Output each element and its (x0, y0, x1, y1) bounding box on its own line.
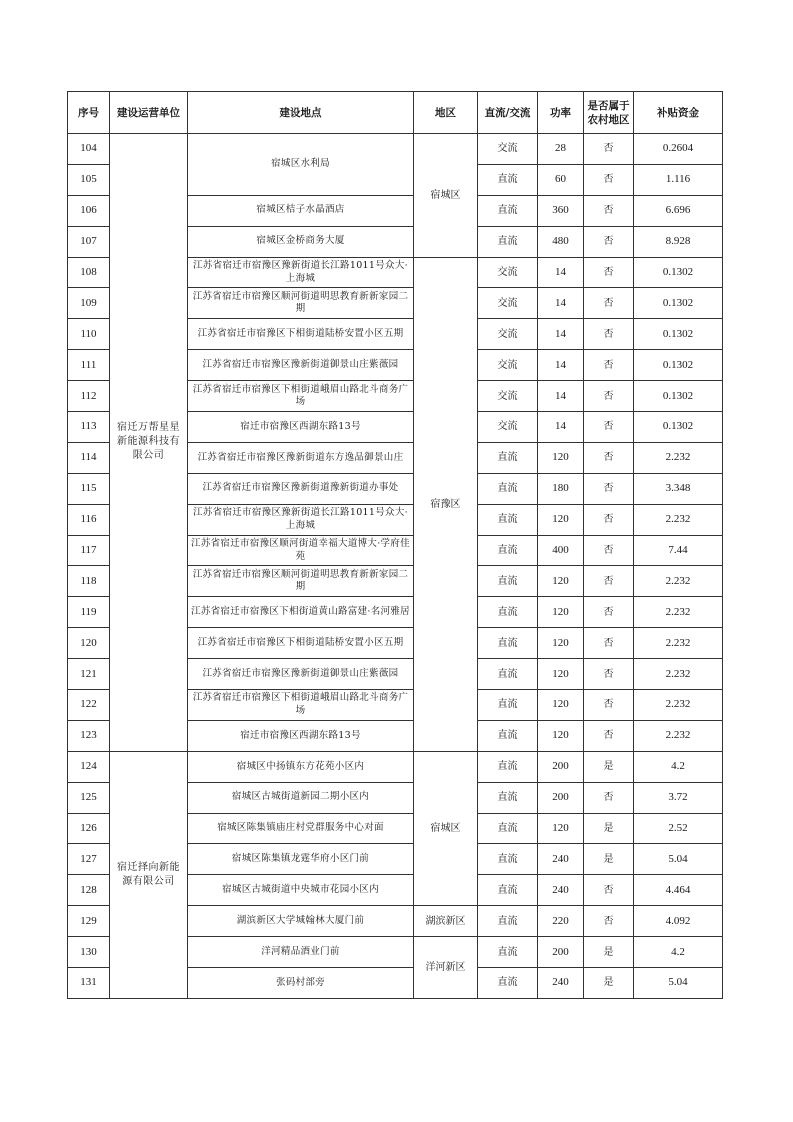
seq-cell: 114 (68, 442, 110, 473)
location-cell: 张码村部旁 (188, 968, 414, 999)
district-cell: 宿城区 (414, 751, 478, 905)
subsidy-cell: 5.04 (634, 844, 723, 875)
power-cell: 14 (538, 319, 584, 350)
subsidy-cell: 4.464 (634, 875, 723, 906)
header-rural (584, 92, 634, 134)
district-cell: 湖滨新区 (414, 906, 478, 937)
power-cell: 14 (538, 381, 584, 412)
subsidy-cell: 2.232 (634, 659, 723, 690)
table-body (68, 134, 723, 999)
subsidy-cell: 6.696 (634, 195, 723, 226)
operator-line: 源有限公司 (122, 875, 175, 887)
power-cell: 360 (538, 195, 584, 226)
type-cell: 直流 (478, 164, 538, 195)
rural-cell: 否 (584, 906, 634, 937)
power-cell: 120 (538, 628, 584, 659)
header-seq: 序号 (68, 92, 110, 134)
rural-cell: 否 (584, 597, 634, 628)
seq-cell: 112 (68, 381, 110, 412)
rural-cell: 否 (584, 319, 634, 350)
rural-cell: 是 (584, 844, 634, 875)
operator-line: 宿迁择向新能 (117, 861, 180, 873)
location-cell: 江苏省宿迁市宿豫区豫新街道长江路1011号众大·上海城 (188, 257, 414, 288)
seq-cell: 123 (68, 720, 110, 751)
subsidy-cell: 2.52 (634, 813, 723, 844)
seq-cell: 107 (68, 226, 110, 257)
location-cell: 宿城区陈集镇龙霆华府小区门前 (188, 844, 414, 875)
power-cell: 14 (538, 350, 584, 381)
subsidy-cell: 1.116 (634, 164, 723, 195)
rural-cell: 否 (584, 504, 634, 535)
seq-cell: 129 (68, 906, 110, 937)
type-cell: 直流 (478, 473, 538, 504)
rural-cell: 否 (584, 782, 634, 813)
district-cell: 宿豫区 (414, 257, 478, 751)
subsidy-cell: 0.1302 (634, 381, 723, 412)
type-cell: 直流 (478, 442, 538, 473)
subsidy-cell: 7.44 (634, 535, 723, 566)
power-cell: 120 (538, 566, 584, 597)
seq-cell: 128 (68, 875, 110, 906)
seq-cell: 113 (68, 412, 110, 443)
header-rural-line1: 是否属于 (587, 99, 630, 112)
power-cell: 120 (538, 690, 584, 721)
location-cell: 宿城区中扬镇东方花苑小区内 (188, 751, 414, 782)
location-cell: 洋河精品酒业门前 (188, 937, 414, 968)
location-cell: 湖滨新区大学城翰林大厦门前 (188, 906, 414, 937)
power-cell: 14 (538, 288, 584, 319)
type-cell: 直流 (478, 628, 538, 659)
seq-cell: 104 (68, 134, 110, 165)
seq-cell: 122 (68, 690, 110, 721)
header-rural-line2: 农村地区 (587, 113, 630, 126)
power-cell: 120 (538, 659, 584, 690)
subsidy-cell: 2.232 (634, 690, 723, 721)
header-operator: 建设运营单位 (110, 92, 188, 134)
type-cell: 直流 (478, 813, 538, 844)
location-cell: 江苏省宿迁市宿豫区顺河街道明思教育新新家园二期 (188, 288, 414, 319)
power-cell: 480 (538, 226, 584, 257)
table-row (68, 751, 723, 782)
subsidy-table-container (67, 91, 723, 999)
seq-cell: 119 (68, 597, 110, 628)
seq-cell: 130 (68, 937, 110, 968)
header-district: 地区 (414, 92, 478, 134)
type-cell: 直流 (478, 597, 538, 628)
seq-cell: 127 (68, 844, 110, 875)
type-cell: 直流 (478, 751, 538, 782)
power-cell: 180 (538, 473, 584, 504)
subsidy-cell: 2.232 (634, 628, 723, 659)
type-cell: 直流 (478, 720, 538, 751)
type-cell: 交流 (478, 134, 538, 165)
table-row (68, 134, 723, 165)
seq-cell: 105 (68, 164, 110, 195)
seq-cell: 115 (68, 473, 110, 504)
rural-cell: 是 (584, 937, 634, 968)
seq-cell: 124 (68, 751, 110, 782)
rural-cell: 否 (584, 350, 634, 381)
power-cell: 14 (538, 257, 584, 288)
rural-cell: 否 (584, 720, 634, 751)
subsidy-cell: 2.232 (634, 720, 723, 751)
rural-cell: 是 (584, 813, 634, 844)
location-cell: 江苏省宿迁市宿豫区豫新街道长江路1011号众大·上海城 (188, 504, 414, 535)
header-location: 建设地点 (188, 92, 414, 134)
power-cell: 60 (538, 164, 584, 195)
subsidy-cell: 4.092 (634, 906, 723, 937)
rural-cell: 否 (584, 134, 634, 165)
subsidy-cell: 2.232 (634, 504, 723, 535)
location-cell: 江苏省宿迁市宿豫区下相街道黄山路富建·名河雅居 (188, 597, 414, 628)
type-cell: 交流 (478, 257, 538, 288)
seq-cell: 117 (68, 535, 110, 566)
subsidy-cell: 4.2 (634, 751, 723, 782)
power-cell: 400 (538, 535, 584, 566)
location-cell: 宿迁市宿豫区西湖东路13号 (188, 720, 414, 751)
location-cell: 江苏省宿迁市宿豫区下相街道陆桥安置小区五期 (188, 319, 414, 350)
type-cell: 交流 (478, 412, 538, 443)
seq-cell: 106 (68, 195, 110, 226)
rural-cell: 否 (584, 875, 634, 906)
type-cell: 直流 (478, 659, 538, 690)
rural-cell: 否 (584, 164, 634, 195)
seq-cell: 120 (68, 628, 110, 659)
subsidy-cell: 3.348 (634, 473, 723, 504)
subsidy-cell: 2.232 (634, 597, 723, 628)
type-cell: 交流 (478, 319, 538, 350)
type-cell: 直流 (478, 968, 538, 999)
power-cell: 240 (538, 875, 584, 906)
seq-cell: 109 (68, 288, 110, 319)
seq-cell: 131 (68, 968, 110, 999)
rural-cell: 否 (584, 473, 634, 504)
subsidy-cell: 2.232 (634, 566, 723, 597)
power-cell: 240 (538, 844, 584, 875)
type-cell: 交流 (478, 288, 538, 319)
district-cell: 洋河新区 (414, 937, 478, 999)
seq-cell: 118 (68, 566, 110, 597)
operator-line: 限公司 (132, 450, 165, 462)
location-cell: 江苏省宿迁市宿豫区下相街道峨眉山路北斗商务广场 (188, 381, 414, 412)
district-cell: 宿城区 (414, 134, 478, 258)
power-cell: 200 (538, 937, 584, 968)
rural-cell: 是 (584, 751, 634, 782)
subsidy-cell: 0.2604 (634, 134, 723, 165)
rural-cell: 否 (584, 412, 634, 443)
type-cell: 直流 (478, 535, 538, 566)
location-cell: 江苏省宿迁市宿豫区下相街道陆桥安置小区五期 (188, 628, 414, 659)
rural-cell: 否 (584, 659, 634, 690)
operator-cell (110, 751, 188, 998)
rural-cell: 否 (584, 535, 634, 566)
rural-cell: 否 (584, 257, 634, 288)
location-cell: 江苏省宿迁市宿豫区豫新街道御景山庄紫薇园 (188, 659, 414, 690)
location-cell: 宿城区陈集镇庙庄村党群服务中心对面 (188, 813, 414, 844)
subsidy-cell: 4.2 (634, 937, 723, 968)
power-cell: 120 (538, 720, 584, 751)
location-cell: 江苏省宿迁市宿豫区下相街道峨眉山路北斗商务广场 (188, 690, 414, 721)
rural-cell: 否 (584, 442, 634, 473)
power-cell: 120 (538, 442, 584, 473)
header-subsidy: 补贴资金 (634, 92, 723, 134)
location-cell: 江苏省宿迁市宿豫区豫新街道御景山庄紫薇园 (188, 350, 414, 381)
subsidy-cell: 0.1302 (634, 350, 723, 381)
rural-cell: 否 (584, 628, 634, 659)
power-cell: 14 (538, 412, 584, 443)
power-cell: 220 (538, 906, 584, 937)
type-cell: 直流 (478, 504, 538, 535)
subsidy-cell: 3.72 (634, 782, 723, 813)
subsidy-cell: 5.04 (634, 968, 723, 999)
power-cell: 200 (538, 751, 584, 782)
power-cell: 120 (538, 597, 584, 628)
subsidy-table (67, 91, 723, 999)
location-cell: 江苏省宿迁市宿豫区顺河街道幸福大道博大·学府佳苑 (188, 535, 414, 566)
power-cell: 120 (538, 504, 584, 535)
type-cell: 直流 (478, 690, 538, 721)
power-cell: 200 (538, 782, 584, 813)
type-cell: 直流 (478, 226, 538, 257)
type-cell: 直流 (478, 937, 538, 968)
type-cell: 直流 (478, 875, 538, 906)
location-cell: 宿城区古城街道中央城市花园小区内 (188, 875, 414, 906)
rural-cell: 否 (584, 381, 634, 412)
seq-cell: 126 (68, 813, 110, 844)
header-type: 直流/交流 (478, 92, 538, 134)
power-cell: 28 (538, 134, 584, 165)
seq-cell: 125 (68, 782, 110, 813)
location-cell: 宿城区水利局 (188, 134, 414, 196)
location-cell: 宿迁市宿豫区西湖东路13号 (188, 412, 414, 443)
subsidy-cell: 8.928 (634, 226, 723, 257)
location-cell: 江苏省宿迁市宿豫区豫新街道东方逸品御景山庄 (188, 442, 414, 473)
seq-cell: 110 (68, 319, 110, 350)
type-cell: 直流 (478, 566, 538, 597)
rural-cell: 是 (584, 968, 634, 999)
location-cell: 宿城区桔子水晶酒店 (188, 195, 414, 226)
seq-cell: 121 (68, 659, 110, 690)
rural-cell: 否 (584, 195, 634, 226)
location-cell: 江苏省宿迁市宿豫区豫新街道豫新街道办事处 (188, 473, 414, 504)
seq-cell: 116 (68, 504, 110, 535)
seq-cell: 108 (68, 257, 110, 288)
location-cell: 宿城区金桥商务大厦 (188, 226, 414, 257)
location-cell: 江苏省宿迁市宿豫区顺河街道明思教育新新家园二期 (188, 566, 414, 597)
power-cell: 240 (538, 968, 584, 999)
header-row (68, 92, 723, 134)
operator-cell (110, 134, 188, 752)
type-cell: 直流 (478, 906, 538, 937)
subsidy-cell: 0.1302 (634, 257, 723, 288)
type-cell: 直流 (478, 782, 538, 813)
rural-cell: 否 (584, 226, 634, 257)
location-cell: 宿城区古城街道新园二期小区内 (188, 782, 414, 813)
subsidy-cell: 0.1302 (634, 288, 723, 319)
subsidy-cell: 0.1302 (634, 319, 723, 350)
subsidy-cell: 0.1302 (634, 412, 723, 443)
header-power: 功率 (538, 92, 584, 134)
type-cell: 直流 (478, 844, 538, 875)
type-cell: 交流 (478, 350, 538, 381)
rural-cell: 否 (584, 566, 634, 597)
rural-cell: 否 (584, 288, 634, 319)
subsidy-cell: 2.232 (634, 442, 723, 473)
rural-cell: 否 (584, 690, 634, 721)
type-cell: 交流 (478, 381, 538, 412)
seq-cell: 111 (68, 350, 110, 381)
type-cell: 直流 (478, 195, 538, 226)
operator-line: 宿迁万帮星星 (117, 422, 180, 434)
power-cell: 120 (538, 813, 584, 844)
operator-line: 新能源科技有 (117, 436, 180, 448)
